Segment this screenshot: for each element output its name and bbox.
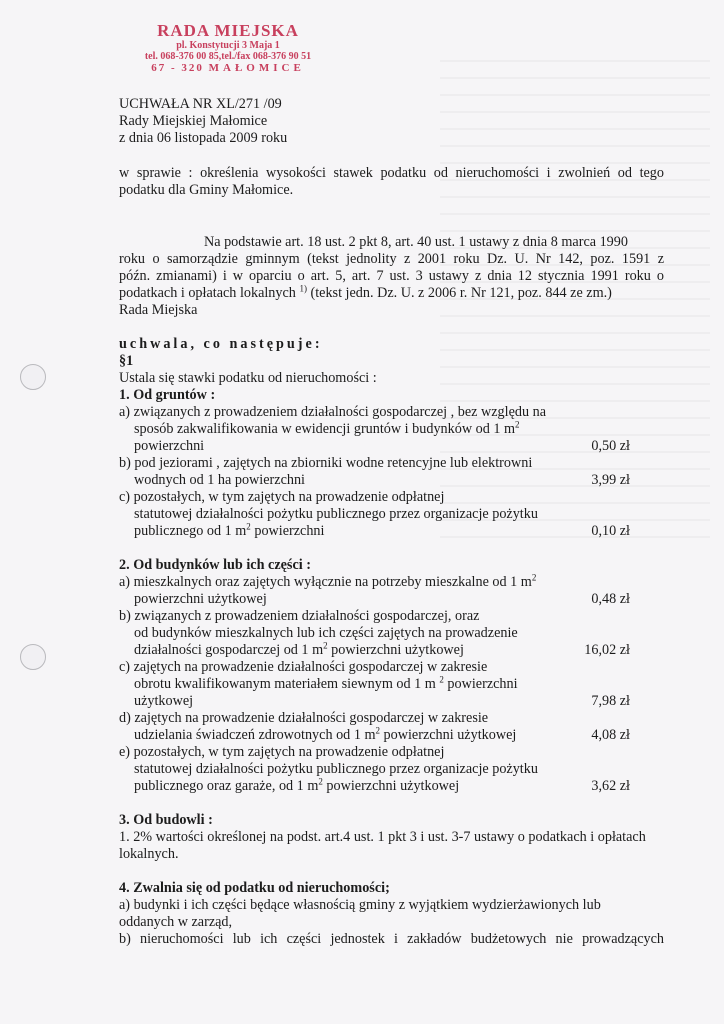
- buildings-e-line-3: [134, 778, 459, 795]
- land-a-line-2: [134, 421, 520, 438]
- exemptions-heading: 4. Zwalnia się od podatku od nieruchomości;: [119, 880, 390, 896]
- buildings-e-line-1: e) pozostałych, w tym zajętych na prowadzenie odpłatnej: [119, 744, 445, 760]
- stamp-address: pl. Konstytucji 3 Maja 1: [176, 40, 280, 51]
- exemptions-a-line-1: a) budynki i ich części będące własnością gminy z wyjątkiem wydzierżawionych lub: [119, 897, 601, 913]
- basis-line-1: Na podstawie art. 18 ust. 2 pkt 8, art. 40 ust. 1 ustawy z dnia 8 marca 1990: [204, 234, 628, 250]
- basis-line-4-end: (tekst jedn. Dz. U. z 2006 r. Nr 121, poz. 844 ze zm.): [306, 285, 612, 301]
- land-c-line-2: statutowej działalności pożytku publicznego przez organizacje pożytku: [134, 506, 538, 522]
- stamp-city: MAŁOMICE: [208, 62, 305, 74]
- land-b-line-2: wodnych od 1 ha powierzchni: [134, 472, 305, 488]
- buildings-a-line-2: powierzchni użytkowej: [134, 591, 267, 607]
- basis-line-4: [119, 285, 612, 302]
- land-a-text: sposób zakwalifikowania w ewidencji gruntów i budynków od 1 m: [134, 421, 516, 437]
- buildings-b-text: działalności gospodarczej od 1 m: [134, 642, 324, 658]
- buildings-e-text-end: powierzchni użytkowej: [322, 778, 460, 794]
- structures-line-2: lokalnych.: [119, 846, 179, 862]
- subject-line-2: podatku dla Gminy Małomice.: [119, 182, 294, 198]
- exemptions-b-line-1: b) nieruchomości lub ich części jednostek i zakładów budżetowych nie prowadzących: [119, 931, 664, 947]
- buildings-c-amount: 7,98 zł: [591, 693, 630, 709]
- superscript: 2: [246, 521, 251, 532]
- land-a-amount: 0,50 zł: [591, 438, 630, 454]
- resolves-line: uchwala, co następuje:: [119, 336, 323, 352]
- buildings-b-line-3: [134, 642, 464, 659]
- basis-line-4-start: podatkach i opłatach lokalnych: [119, 285, 300, 301]
- buildings-d-line-1: d) zajętych na prowadzenie działalności gospodarczej w zakresie: [119, 710, 489, 726]
- buildings-b-line-1: b) związanych z prowadzeniem działalności gospodarczej, oraz: [119, 608, 480, 624]
- buildings-a-text: a) mieszkalnych oraz zajętych wyłącznie na potrzeby mieszkalne od 1 m: [119, 574, 532, 590]
- punch-hole-bottom: [20, 644, 46, 670]
- buildings-c-text: obrotu kwalifikowanym materiałem siewnym od 1 m: [134, 676, 440, 692]
- council-stamp: [128, 22, 328, 75]
- land-a-line-1: a) związanych z prowadzeniem działalności gospodarczej , bez względu na: [119, 404, 546, 420]
- land-c-text: publicznego od 1 m: [134, 523, 247, 539]
- structures-heading: 3. Od budowli :: [119, 812, 213, 828]
- buildings-b-amount: 16,02 zł: [584, 642, 630, 658]
- resolution-number: UCHWAŁA NR XL/271 /09: [119, 96, 282, 112]
- stamp-city-line: [128, 62, 328, 75]
- buildings-e-amount: 3,62 zł: [591, 778, 630, 794]
- punch-hole-top: [20, 364, 46, 390]
- superscript: 2: [439, 674, 444, 685]
- superscript: 2: [323, 640, 328, 651]
- land-c-text-end: powierzchni: [250, 523, 325, 539]
- buildings-a-amount: 0,48 zł: [591, 591, 630, 607]
- buildings-e-text: publicznego oraz garaże, od 1 m: [134, 778, 319, 794]
- buildings-e-line-2: statutowej działalności pożytku publicznego przez organizacje pożytku: [134, 761, 538, 777]
- buildings-b-line-2: od budynków mieszkalnych lub ich części zajętych na prowadzenie: [134, 625, 518, 641]
- land-c-amount: 0,10 zł: [591, 523, 630, 539]
- land-a-line-3: powierzchni: [134, 438, 205, 454]
- land-b-line-1: b) pod jeziorami , zajętych na zbiorniki wodne retencyjne lub elektrowni: [119, 455, 533, 471]
- structures-line-1: 1. 2% wartości określonej na podst. art.4 ust. 1 pkt 3 i ust. 3-7 ustawy o podatkach i opłatach: [119, 829, 646, 845]
- subject-line-1: w sprawie : określenia wysokości stawek podatku od nieruchomości i zwolnień od tego: [119, 165, 664, 181]
- section-intro: Ustala się stawki podatku od nieruchomości :: [119, 370, 377, 386]
- resolution-date: z dnia 06 listopada 2009 roku: [119, 130, 288, 146]
- buildings-a-line-1: [119, 574, 536, 591]
- buildings-d-text: udzielania świadczeń zdrowotnych od 1 m: [134, 727, 376, 743]
- buildings-c-line-3: użytkowej: [134, 693, 194, 709]
- stamp-title: RADA MIEJSKA: [157, 21, 299, 40]
- buildings-b-text-end: powierzchni użytkowej: [327, 642, 464, 658]
- buildings-heading: 2. Od budynków lub ich części :: [119, 557, 311, 573]
- land-heading: 1. Od gruntów :: [119, 387, 216, 403]
- buildings-d-text-end: powierzchni użytkowej: [380, 727, 517, 743]
- buildings-d-amount: 4,08 zł: [591, 727, 630, 743]
- basis-line-2: roku o samorządzie gminnym (tekst jednolity z 2001 roku Dz. U. Nr 142, poz. 1591 z: [119, 251, 664, 267]
- paragraph-mark: §1: [119, 353, 134, 369]
- superscript: 2: [515, 419, 520, 430]
- council-name: Rady Miejskiej Małomice: [119, 113, 268, 129]
- superscript: 2: [375, 725, 380, 736]
- buildings-c-line-2: [134, 676, 518, 693]
- land-c-line-1: c) pozostałych, w tym zajętych na prowadzenie odpłatnej: [119, 489, 445, 505]
- superscript: 2: [531, 572, 537, 583]
- land-b-amount: 3,99 zł: [591, 472, 630, 488]
- buildings-c-text-end: powierzchni: [443, 676, 518, 692]
- superscript: 2: [318, 776, 323, 787]
- footnote-ref: 1): [299, 283, 307, 294]
- basis-line-5: Rada Miejska: [119, 302, 198, 318]
- buildings-c-line-1: c) zajętych na prowadzenie działalności gospodarczej w zakresie: [119, 659, 488, 675]
- land-c-line-3: [134, 523, 324, 540]
- stamp-phone: tel. 068-376 00 85,tel./fax 068-376 90 51: [144, 51, 312, 62]
- basis-line-3: późn. zmianami) i w oparciu o art. 5, art. 7 ust. 3 ustawy z dnia 12 stycznia 1991 roku o: [119, 268, 664, 284]
- exemptions-a-line-2: oddanych w zarząd,: [119, 914, 233, 930]
- buildings-d-line-2: [134, 727, 516, 744]
- stamp-postcode: 67 - 320: [151, 62, 204, 74]
